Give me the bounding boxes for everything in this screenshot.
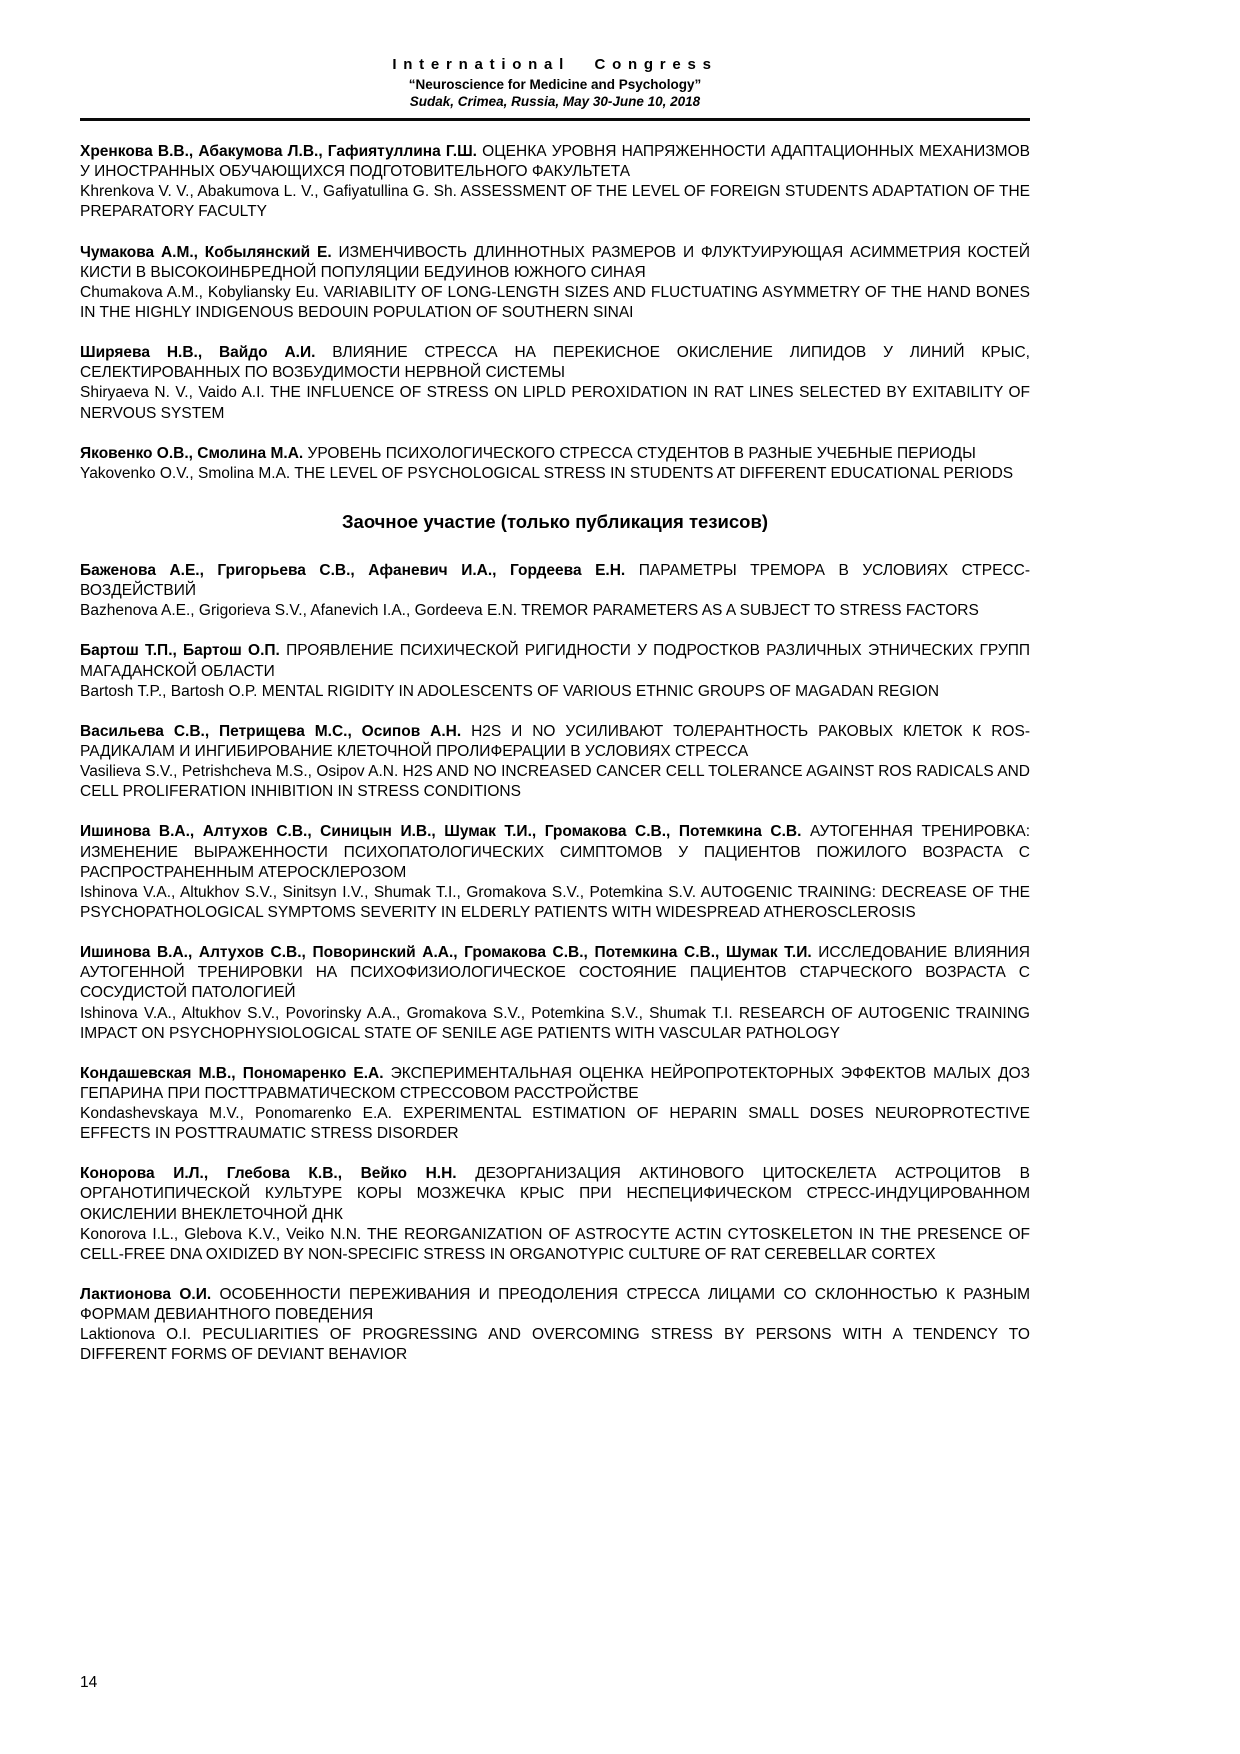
abstract-entry bbox=[80, 1064, 1030, 1145]
section-heading: Заочное участие (только публикация тезисов) bbox=[341, 510, 769, 532]
abstract-entry bbox=[80, 943, 1030, 1044]
entry-authors-ru: Чумакова А.М., Кобылянский Е. bbox=[80, 243, 332, 261]
entry-title-ru: ОЦЕНКА УРОВНЯ НАПРЯЖЕННОСТИ АДАПТАЦИОННЫХ МЕХАНИЗМОВ У ИНОСТРАННЫХ ОБУЧАЮЩИХСЯ ПОДГОТОВИТЕЛЬНОГО ФАКУЛЬТЕТА bbox=[80, 143, 1030, 181]
abstract-entry bbox=[80, 822, 1030, 923]
entry-russian bbox=[80, 1285, 1030, 1325]
entry-authors-ru: Хренкова В.В., Абакумова Л.В., Гафиятуллина Г.Ш. bbox=[80, 143, 477, 160]
entry-english: Yakovenko O.V., Smolina M.A. THE LEVEL OF PSYCHOLOGICAL STRESS IN STUDENTS AT DIFFERENT EDUCATIONAL PERIODS bbox=[80, 464, 1014, 482]
entry-title-ru: H2S И NO УСИЛИВАЮТ ТОЛЕРАНТНОСТЬ РАКОВЫХ КЛЕТОК К ROS-РАДИКАЛАМ И ИНГИБИРОВАНИЕ КЛЕТОЧНОЙ ПРОЛИФЕРАЦИИ В УСЛОВИЯХ СТРЕССА bbox=[80, 722, 1030, 760]
entry-authors-ru: Баженова А.Е., Григорьева С.В., Афаневич И.А., Гордеева Е.Н. bbox=[80, 561, 626, 579]
entry-russian bbox=[80, 343, 1030, 383]
entry-russian bbox=[80, 1164, 1030, 1224]
header-divider bbox=[80, 118, 1030, 121]
entry-title-ru: ИЗМЕНЧИВОСТЬ ДЛИННОТНЫХ РАЗМЕРОВ И ФЛУКТУИРУЮЩАЯ АСИММЕТРИЯ КОСТЕЙ КИСТИ В ВЫСОКОИНБРЕДНОЙ ПОПУЛЯЦИИ БЕДУИНОВ ЮЖНОГО СИНАЯ bbox=[80, 243, 1031, 281]
abstracts-list bbox=[80, 142, 1030, 1366]
entry-title-ru: АУТОГЕННАЯ ТРЕНИРОВКА: ИЗМЕНЕНИЕ ВЫРАЖЕННОСТИ ПСИХОПАТОЛОГИЧЕСКИХ СИМПТОМОВ У ПАЦИЕНТОВ ПОЖИЛОГО ВОЗРАСТА С РАСПРОСТРАНЕННЫМ АТЕРОСКЛЕРОЗОМ bbox=[80, 823, 1031, 881]
abstract-entry bbox=[80, 142, 1030, 223]
abstract-entry bbox=[80, 561, 1030, 621]
entry-english: Chumakova A.M., Kobyliansky Eu. VARIABILITY OF LONG-LENGTH SIZES AND FLUCTUATING ASYMMETRY OF THE HAND BONES IN THE HIGHLY INDIGENOUS BEDOUIN POPULATION OF SOUTHERN SINAI bbox=[80, 283, 1030, 321]
entry-english: Konorova I.L., Glebova K.V., Veiko N.N. THE REORGANIZATION OF ASTROCYTE ACTIN CYTOSKELETON IN THE PRESENCE OF CELL-FREE DNA OXIDIZED BY NON-SPECIFIC STRESS IN ORGANOTYPIC CULTURE OF RAT CEREBELLAR CORTEX bbox=[80, 1225, 1030, 1263]
entry-title-ru: УРОВЕНЬ ПСИХОЛОГИЧЕСКОГО СТРЕССА СТУДЕНТОВ В РАЗНЫЕ УЧЕБНЫЕ ПЕРИОДЫ bbox=[307, 444, 976, 462]
entry-russian bbox=[80, 722, 1030, 762]
entry-english: Ishinova V.A., Altukhov S.V., Sinitsyn I.V., Shumak T.I., Gromakova S.V., Potemkina S.V. AUTOGENIC TRAINING: DECREASE OF THE PSYCHOPATHOLOGICAL SYMPTOMS SEVERITY IN ELDERLY PATIENTS WITH WIDESPREAD ATHEROSCLEROSIS bbox=[80, 883, 1030, 921]
entry-english: Vasilieva S.V., Petrishcheva M.S., Osipov A.N. H2S AND NO INCREASED CANCER CELL TOLERANCE AGAINST ROS RADICALS AND CELL PROLIFERATION INHIBITION IN STRESS CONDITIONS bbox=[80, 763, 1030, 801]
entry-authors-ru: Ишинова В.А., Алтухов С.В., Поворинский А.А., Громакова С.В., Потемкина С.В., Шумак Т.И. bbox=[80, 944, 812, 962]
abstract-entry bbox=[80, 1164, 1030, 1265]
entry-authors-ru: Бартош Т.П., Бартош О.П. bbox=[80, 642, 280, 660]
entry-title-ru: ПАРАМЕТРЫ ТРЕМОРА В УСЛОВИЯХ СТРЕСС-ВОЗДЕЙСТВИЙ bbox=[80, 561, 1030, 600]
entry-english: Kondashevskaya M.V., Ponomarenko E.A. EXPERIMENTAL ESTIMATION OF HEPARIN SMALL DOSES NEUROPROTECTIVE EFFECTS IN POSTTRAUMATIC STRESS DISORDER bbox=[80, 1105, 1030, 1143]
entry-title-ru: ОСОБЕННОСТИ ПЕРЕЖИВАНИЯ И ПРЕОДОЛЕНИЯ СТРЕССА ЛИЦАМИ СО СКЛОННОСТЬЮ К РАЗНЫМ ФОРМАМ ДЕВИАНТНОГО ПОВЕДЕНИЯ bbox=[80, 1286, 1030, 1324]
entry-russian bbox=[80, 561, 1030, 601]
entry-english: Ishinova V.A., Altukhov S.V., Povorinsky A.A., Gromakova S.V., Potemkina S.V., Shumak T.I. RESEARCH OF AUTOGENIC TRAINING IMPACT ON PSYCHOPHYSIOLOGICAL STATE OF SENILE AGE PATIENTS WITH VASCULAR PATHOLOGY bbox=[80, 1004, 1030, 1042]
congress-title: International Congress bbox=[392, 56, 718, 73]
entry-english: Shiryaeva N. V., Vaido A.I. THE INFLUENCE OF STRESS ON LIPLD PEROXIDATION IN RAT LINES SELECTED BY EXITABILITY OF NERVOUS SYSTEM bbox=[80, 384, 1030, 422]
entry-english: Bartosh T.P., Bartosh O.P. MENTAL RIGIDITY IN ADOLESCENTS OF VARIOUS ETHNIC GROUPS OF MAGADAN REGION bbox=[80, 682, 940, 700]
entry-english: Laktionova O.I. PECULIARITIES OF PROGRESSING AND OVERCOMING STRESS BY PERSONS WITH A TENDENCY TO DIFFERENT FORMS OF DEVIANT BEHAVIOR bbox=[80, 1326, 1030, 1364]
abstract-entry bbox=[80, 641, 1030, 701]
entry-title-ru: ПРОЯВЛЕНИЕ ПСИХИЧЕСКОЙ РИГИДНОСТИ У ПОДРОСТКОВ РАЗЛИЧНЫХ ЭТНИЧЕСКИХ ГРУПП МАГАДАНСКОЙ ОБЛАСТИ bbox=[80, 642, 1030, 680]
entry-authors-ru: Кондашевская М.В., Пономаренко Е.А. bbox=[80, 1064, 384, 1082]
congress-subtitle: “Neuroscience for Medicine and Psychology” bbox=[408, 77, 702, 92]
entry-title-ru: ДЕЗОРГАНИЗАЦИЯ АКТИНОВОГО ЦИТОСКЕЛЕТА АСТРОЦИТОВ В ОРГАНОТИПИЧЕСКОЙ КУЛЬТУРЕ КОРЫ МОЗЖЕЧКА КРЫС ПРИ НЕСПЕЦИФИЧЕСКОМ СТРЕСС-ИНДУЦИРОВАННОМ ОКИСЛЕНИИ ВНЕКЛЕТОЧНОЙ ДНК bbox=[80, 1165, 1030, 1223]
abstract-entry bbox=[80, 243, 1030, 324]
abstract-entry bbox=[80, 444, 1030, 484]
abstract-entry bbox=[80, 343, 1030, 424]
congress-location-date: Sudak, Crimea, Russia, May 30-June 10, 2018 bbox=[409, 94, 701, 109]
entry-authors-ru: Яковенко О.В., Смолина М.А. bbox=[80, 444, 304, 462]
entry-russian bbox=[80, 444, 1030, 464]
entry-english: Khrenkova V. V., Abakumova L. V., Gafiyatullina G. Sh. ASSESSMENT OF THE LEVEL OF FOREIGN STUDENTS ADAPTATION OF THE PREPARATORY FACULTY bbox=[80, 183, 1030, 221]
entry-title-ru: ВЛИЯНИЕ СТРЕССА НА ПЕРЕКИСНОЕ ОКИСЛЕНИЕ ЛИПИДОВ У ЛИНИЙ КРЫС, СЕЛЕКТИРОВАННЫХ ПО ВОЗБУДИМОСТИ НЕРВНОЙ СИСТЕМЫ bbox=[80, 344, 1030, 382]
entry-russian bbox=[80, 822, 1030, 882]
entry-russian bbox=[80, 142, 1030, 182]
entry-title-ru: ИССЛЕДОВАНИЕ ВЛИЯНИЯ АУТОГЕННОЙ ТРЕНИРОВКИ НА ПСИХОФИЗИОЛОГИЧЕСКОЕ СОСТОЯНИЕ ПАЦИЕНТОВ СТАРЧЕСКОГО ВОЗРАСТА С СОСУДИСТОЙ ПАТОЛОГИЕЙ bbox=[80, 944, 1030, 1002]
entry-russian bbox=[80, 1064, 1030, 1104]
entry-authors-ru: Васильева С.В., Петрищева М.С., Осипов А.Н. bbox=[80, 722, 462, 740]
entry-title-ru: ЭКСПЕРИМЕНТАЛЬНАЯ ОЦЕНКА НЕЙРОПРОТЕКТОРНЫХ ЭФФЕКТОВ МАЛЫХ ДОЗ ГЕПАРИНА ПРИ ПОСТТРАВМАТИЧЕСКОМ СТРЕССОВОМ РАССТРОЙСТВЕ bbox=[80, 1064, 1031, 1102]
entry-russian bbox=[80, 641, 1030, 681]
page-number: 14 bbox=[80, 1674, 98, 1691]
entry-authors-ru: Лактионова О.И. bbox=[80, 1286, 212, 1304]
congress-header bbox=[80, 56, 1030, 121]
entry-authors-ru: Конорова И.Л., Глебова К.В., Вейко Н.Н. bbox=[80, 1165, 457, 1183]
entry-russian bbox=[80, 243, 1030, 283]
entry-authors-ru: Ширяева Н.В., Вайдо А.И. bbox=[80, 344, 316, 362]
entry-russian bbox=[80, 943, 1030, 1003]
abstract-entry bbox=[80, 722, 1030, 803]
entry-english: Bazhenova A.E., Grigorieva S.V., Afanevich I.A., Gordeeva E.N. TREMOR PARAMETERS AS A SUBJECT TO STRESS FACTORS bbox=[80, 602, 979, 620]
entry-authors-ru: Ишинова В.А., Алтухов С.В., Синицын И.В., Шумак Т.И., Громакова С.В., Потемкина С.В. bbox=[80, 823, 802, 841]
abstract-entry bbox=[80, 1285, 1030, 1366]
